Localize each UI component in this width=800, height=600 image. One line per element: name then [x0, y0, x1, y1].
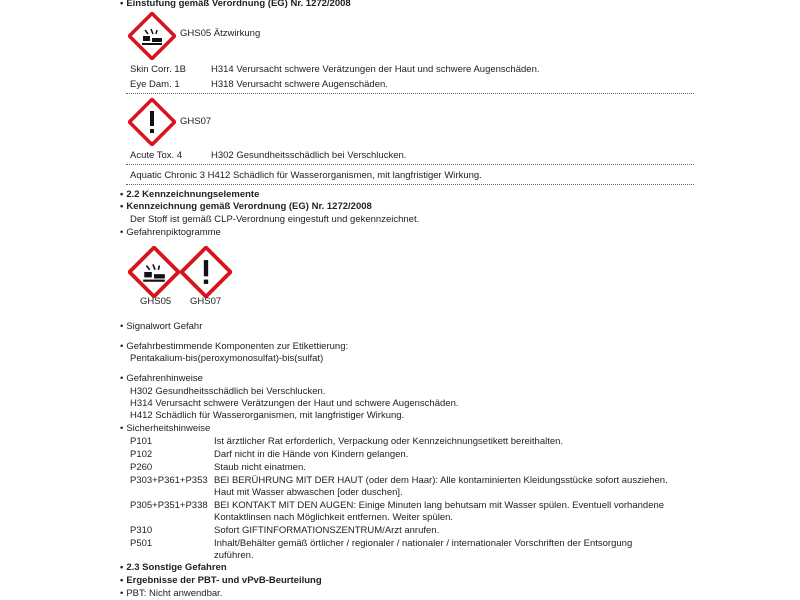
ghs07-label: GHS07 [180, 116, 212, 127]
precaution-code: P102 [130, 449, 153, 460]
precaution-title: • Sicherheitshinweise [120, 423, 210, 434]
divider [126, 184, 694, 185]
section-2-3-heading: • 2.3 Sonstige Gefahren [120, 562, 227, 573]
precaution-code: P501 [130, 538, 153, 549]
classification-code: Skin Corr. 1B [130, 64, 186, 75]
precaution-text: BEI KONTAKT MIT DEN AUGEN: Einige Minuten lang behutsam mit Wasser spülen. Eventuell vorhandene Kontaktlinsen nach Möglichkeit entfernen. Weiter spülen. [214, 500, 665, 523]
components-title: • Gefahrbestimmende Komponenten zur Etikettierung: [120, 341, 348, 352]
precaution-code: P303+P361+P353 [130, 475, 208, 486]
ghs05-label: GHS05 Ätzwirkung [180, 28, 261, 39]
hazard-statement: H314 Verursacht schwere Verätzungen der Haut und schwere Augenschäden. [130, 398, 459, 409]
labelling-statement: Der Stoff ist gemäß CLP-Verordnung eingestuft und gekennzeichnet. [130, 214, 420, 225]
precaution-text: Darf nicht in die Hände von Kindern gelangen. [214, 449, 409, 460]
classification-code: Eye Dam. 1 [130, 79, 180, 90]
ghs05-corrosion-icon [128, 12, 176, 60]
hazard-statement: H318 Verursacht schwere Augenschäden. [211, 79, 388, 90]
precaution-code: P260 [130, 462, 153, 473]
classification-heading: • Einstufung gemäß Verordnung (EG) Nr. 1272/2008 [120, 0, 351, 9]
hazard-statement: H302 Gesundheitsschädlich bei Verschlucken. [130, 386, 326, 397]
hazard-statement: H412 Schädlich für Wasserorganismen, mit langfristiger Wirkung. [130, 410, 405, 421]
precaution-text: Inhalt/Behälter gemäß örtlicher / regionaler / nationaler / internationaler Vorschriften der Entsorgung zuführen. [214, 538, 633, 561]
hazard-title: • Gefahrenhinweise [120, 373, 203, 384]
precaution-text: Ist ärztlicher Rat erforderlich, Verpackung oder Kennzeichnungsetikett bereithalten. [214, 436, 564, 447]
precaution-code: P101 [130, 436, 153, 447]
precaution-text: Sofort GIFTINFORMATIONSZENTRUM/Arzt anrufen. [214, 525, 440, 536]
pictograms-title: • Gefahrenpiktogramme [120, 227, 221, 238]
precaution-code: P305+P351+P338 [130, 500, 208, 511]
ghs07-exclamation-icon [128, 98, 176, 146]
pictogram-caption: GHS05 [140, 296, 172, 307]
pbt-title: • Ergebnisse der PBT- und vPvB-Beurteilung [120, 575, 322, 586]
component-name: Pentakalium-bis(peroxymonosulfat)-bis(sulfat) [130, 353, 324, 364]
divider [126, 93, 694, 94]
ghs07-pictogram-icon [180, 246, 232, 298]
precaution-text: Staub nicht einatmen. [214, 462, 306, 473]
labelling-heading: • Kennzeichnung gemäß Verordnung (EG) Nr. 1272/2008 [120, 201, 372, 212]
precaution-code: P310 [130, 525, 153, 536]
signal-word: • Signalwort Gefahr [120, 321, 202, 332]
aquatic-classification: Aquatic Chronic 3 H412 Schädlich für Wasserorganismen, mit langfristiger Wirkung. [130, 170, 482, 181]
hazard-statement: H302 Gesundheitsschädlich bei Verschlucken. [211, 150, 407, 161]
classification-code: Acute Tox. 4 [130, 150, 183, 161]
hazard-statement: H314 Verursacht schwere Verätzungen der Haut und schwere Augenschäden. [211, 64, 540, 75]
precaution-text: BEI BERÜHRUNG MIT DER HAUT (oder dem Haar): Alle kontaminierten Kleidungsstücke sofort ausziehen. Haut mit Wasser abwaschen [oder duschen]. [214, 475, 668, 498]
ghs05-pictogram-icon [128, 246, 180, 298]
section-2-2-heading: • 2.2 Kennzeichnungselemente [120, 189, 259, 200]
pbt-result: • PBT: Nicht anwendbar. [120, 588, 222, 599]
divider [126, 164, 694, 165]
pictogram-caption: GHS07 [190, 296, 222, 307]
